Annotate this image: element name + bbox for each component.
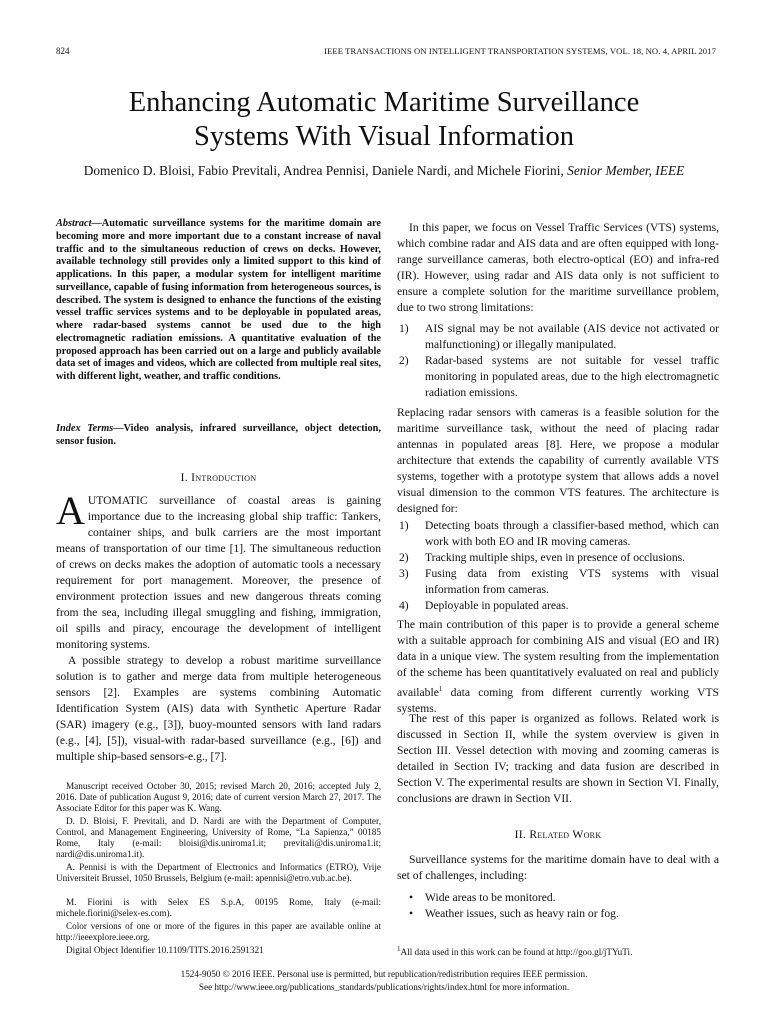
list-item: 2) Tracking multiple ships, even in presence of occlusions.: [399, 551, 686, 564]
section-name: Related Work: [529, 828, 602, 841]
list-item: 4) Deployable in populated areas.: [399, 599, 569, 612]
limitations-list: [397, 321, 719, 401]
challenges-list: [397, 890, 719, 922]
section-name: Introduction: [191, 471, 257, 484]
bullet-icon: •: [409, 907, 414, 920]
authors-suffix: Senior Member, IEEE: [567, 163, 685, 178]
list-item: 1) Detecting boats through a classifier-based method, which can work with both EO and IR moving cameras.: [399, 519, 719, 548]
index-terms-text: —Video analysis, infrared surveillance, object detection, sensor fusion.: [56, 423, 381, 447]
copyright-line: 1524-9050 © 2016 IEEE. Personal use is permitted, but republication/redistribution requires IEEE permission.: [180, 969, 588, 979]
section-numeral: I.: [180, 471, 188, 484]
list-item: 2) Radar-based systems are not suitable for vessel traffic monitoring in populated areas, due to the high electromagnetic radiation emissions.: [399, 354, 719, 399]
list-item: • Weather issues, such as heavy rain or fog.: [409, 907, 619, 920]
list-item: 1) AIS signal may be not available (AIS device not activated or malfunctioning) or illegally manipulated.: [399, 322, 719, 351]
footnote-manuscript: Manuscript received October 30, 2015; revised March 20, 2016; accepted July 2, 2016. Date of publication August 9, 2016; date of current version March 27, 2017. The Associate Editor for this paper was K. Wang.: [56, 781, 381, 814]
right-paragraph-3: The main contribution of this paper is to provide a general scheme with a suitable approach for combining AIS and visual (EO and IR) data in a unique view. The system resulting from the implementation of the scheme has been quantitatively evaluated on real and publicly available$^1$ data coming from different currently working VTS systems.: [397, 618, 719, 715]
index-terms: [56, 423, 381, 449]
design-goals-list: [397, 518, 719, 614]
title-line-2: Systems With Visual Information: [193, 121, 575, 152]
footnote-doi: Digital Object Identifier 10.1109/TITS.2016.2591321: [66, 945, 264, 955]
related-paragraph-1: Surveillance systems for the maritime domain have to deal with a set of challenges, including:: [397, 853, 719, 882]
right-paragraph-4: The rest of this paper is organized as follows. Related work is discussed in Section II, while the system overview is given in Section III. Vessel detection with moving and zooming cameras is detailed in Section IV; tracking and data fusion are described in Section V. The experimental results are shown in Section VI. Finally, conclusions are drawn in Section VII.: [397, 712, 719, 805]
section-numeral: II.: [514, 828, 527, 841]
footnote-marker: 1: [438, 685, 443, 693]
footnote-affiliation-2: A. Pennisi is with the Department of Electronics and Informatics (ETRO), Vrije Universiteit Brussel, 1050 Brussels, Belgium (e-mail: apennisi@etro.vub.ac.be).: [56, 862, 381, 884]
author-list: [20, 163, 748, 179]
intro-paragraph-1: AUTOMATIC surveillance of coastal areas is gaining importance due to the increasing global ship traffic: Tankers, container ships, and bulk carriers are the most important means of transportation of our time [1]. The simultaneous reduction of crews on decks makes the adoption of automatic tools a necessary requirement for port management. Moreover, the presence of environment protection issues and new dangerous threats coming from the sea, including illegal smuggling and fishing, immigration, oil spills and piracy, encourage the development of intelligent monitoring systems.: [56, 488, 381, 651]
footnote-data-link: $^1$All data used in this work can be found at http://goo.gl/jTYuTi.: [397, 945, 633, 958]
authors-names: Domenico D. Bloisi, Fabio Previtali, Andrea Pennisi, Daniele Nardi, and Michele Fiorini,: [83, 163, 564, 178]
abstract-text: —Automatic surveillance systems for the maritime domain are becoming more and more important due to a constant increase of naval traffic and to the simultaneous reduction of crews on decks. However, available technology still provides only a limited support to this kind of applications. In this paper, a modular system for intelligent maritime surveillance, capable of fusing information from heterogeneous sources, is described. The system is designed to enhance the functions of the existing vessel traffic services systems and to be deployable in populated areas, where radar-based systems cannot be used due to the high electromagnetic radiation emissions. A quantitative evaluation of the proposed approach has been carried out on a large and publicly available data set of images and videos, which are collected from multiple real sites, with different light, weather, and traffic conditions.: [56, 218, 381, 382]
right-paragraph-1: In this paper, we focus on Vessel Traffic Services (VTS) systems, which combine radar and AIS data and are often equipped with long-range surveillance cameras, both electro-optical (EO) and infra-red (IR). However, using radar and AIS data only is not sufficient to ensure a complete solution for the maritime surveillance problem, due to two strong limitations:: [397, 221, 719, 314]
abstract-label: Abstract: [56, 218, 92, 229]
list-item: • Wide areas to be monitored.: [409, 891, 556, 904]
section-heading-related-work: [397, 828, 719, 841]
page-number: 824: [56, 46, 70, 56]
footnote-color-versions: Color versions of one or more of the figures in this paper are available online at http://ieeexplore.ieee.org.: [56, 921, 381, 943]
rights-link-line: See http://www.ieee.org/publications_standards/publications/rights/index.html for more information.: [198, 982, 570, 992]
right-paragraph-2: Replacing radar sensors with cameras is a feasible solution for the maritime surveillance task, without the need of placing radar antennas in populated areas [8]. Here, we propose a modular architecture that extends the capability of currently available VTS systems, together with a prototype system that allows adds a novel visual dimension to the common VTS features. The architecture is designed for:: [397, 406, 719, 515]
drop-cap: A: [56, 488, 85, 533]
bullet-icon: •: [409, 891, 414, 904]
abstract: [56, 218, 381, 384]
intro-paragraph-2: A possible strategy to develop a robust maritime surveillance solution is to gather and merge data from multiple heterogeneous sensors [2]. Examples are systems combining Automatic Identification System (AIS) data with Synthetic Aperture Radar (SAR) imagery (e.g., [3]), buoy-mounted sensors with land radars (e.g., [4], [5]), visual-with radar-based surveillance (e.g., [6]) and multiple ship-based sensors-e.g., [7].: [56, 654, 381, 763]
section-heading-introduction: [56, 471, 381, 484]
index-terms-label: Index Terms: [56, 423, 114, 434]
title-line-1: Enhancing Automatic Maritime Surveillance: [128, 87, 640, 118]
paper-title: [40, 86, 728, 154]
list-item: 3) Fusing data from existing VTS systems with visual information from cameras.: [399, 567, 719, 596]
footnote-affiliation-3: M. Fiorini is with Selex ES S.p.A, 00195 Rome, Italy (e-mail: michele.fiorini@selex-es.com).: [56, 897, 381, 919]
footnote-affiliation-1: D. D. Bloisi, F. Previtali, and D. Nardi are with the Department of Computer, Control, and Management Engineering, University of Rome, “La Sapienza,” 00185 Rome, Italy (e-mail: bloisi@dis.uniroma1.it; previtali@dis.uniroma1.it; nardi@dis.uniroma1.it).: [56, 816, 381, 860]
journal-header: IEEE TRANSACTIONS ON INTELLIGENT TRANSPORTATION SYSTEMS, VOL. 18, NO. 4, APRIL 2017: [324, 46, 716, 56]
